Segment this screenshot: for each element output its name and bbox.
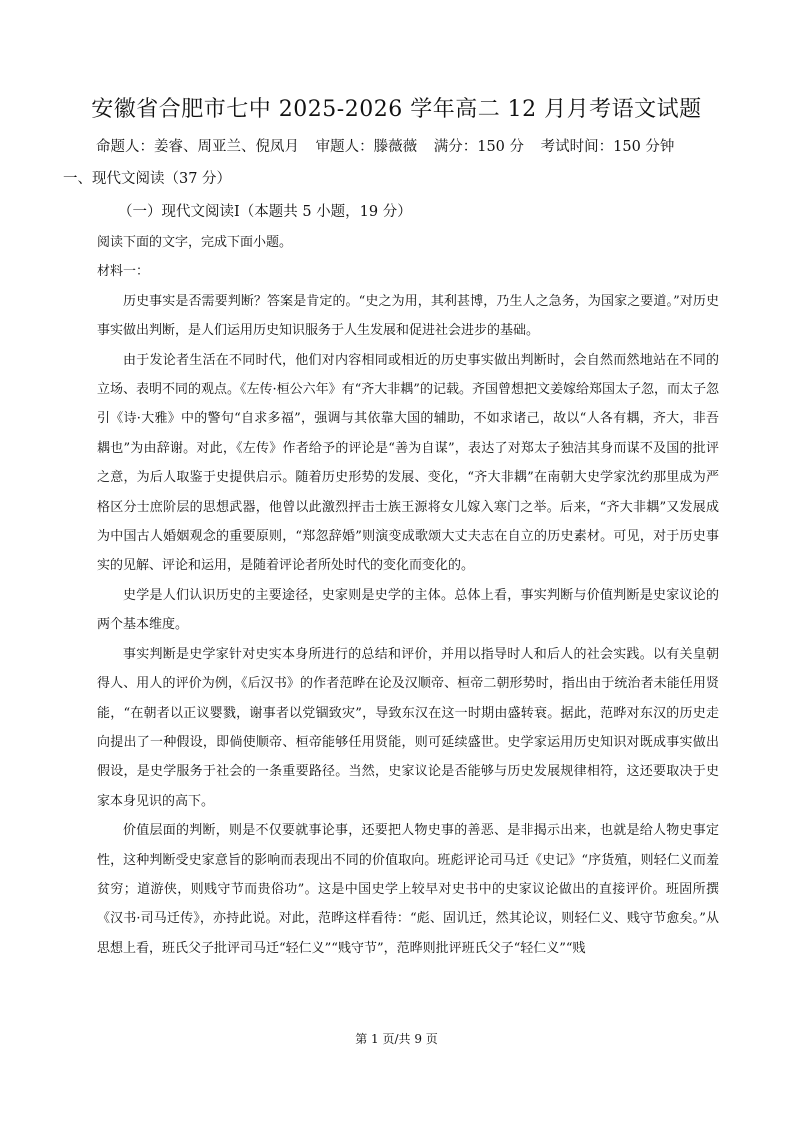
section-heading: 一、现代文阅读（37 分）	[63, 171, 232, 187]
reading-passage	[97, 228, 719, 963]
exam-meta-line	[96, 135, 686, 156]
exam-title: 安徽省合肥市七中 2025-2026 学年高二 12 月月考语文试题	[91, 97, 702, 122]
passage-paragraph-1: 历史事实是否需要判断？答案是肯定的。“史之为用，其利甚博，乃生人之急务，为国家之要道。”对历史事实做出判断，是人们运用历史知识服务于人生发展和促进社会进步的基础。	[97, 293, 719, 339]
passage-paragraph-3: 史学是人们认识历史的主要途径，史家则是史学的主体。总体上看，事实判断与价值判断是史家议论的两个基本维度。	[97, 587, 719, 633]
reading-instruction: 阅读下面的文字，完成下面小题。	[97, 235, 293, 250]
page-number: 第 1 页/共 9 页	[355, 1032, 438, 1046]
material-label: 材料一：	[97, 264, 150, 280]
reviewer-info: 审题人：滕薇薇	[315, 139, 418, 155]
passage-paragraph-4: 事实判断是史学家针对史实本身所进行的总结和评价，并用以指导时人和后人的社会实践。以有关皇朝得人、用人的评价为例，《后汉书》的作者范晔在论及汉顺帝、桓帝二朝形势时，指出由于统治者未能任用贤能，“在朝者以正议婴戮，谢事者以党锢致灾”，导致东汉在这一时期由盛转衰。据此，范晔对东汉的历史走向提出了一种假设，即倘使顺帝、桓帝能够任用贤能，则可延续盛世。史学家运用历史知识对既成事实做出假设，是史学服务于社会的一条重要路径。当然，史家议论是否能够与历史发展规律相符，这还要取决于史家本身见识的高下。	[97, 646, 719, 809]
subsection-heading: （一）现代文阅读Ⅰ（本题共 5 小题，19 分）	[118, 204, 412, 220]
passage-paragraph-2: 由于发论者生活在不同时代，他们对内容相同或相近的历史事实做出判断时，会自然而然地站在不同的立场、表明不同的观点。《左传·桓公六年》有“齐大非耦”的记载。齐国曾想把文姜嫁给郑国太子忽，而太子忽引《诗·大雅》中的警句“自求多福”，强调与其依靠大国的辅助，不如求诸己，故以“人各有耦，齐大，非吾耦也”为由辞谢。对此，《左传》作者给予的评论是“善为自谋”，表达了对郑太子独洁其身而谋不及国的批评之意，为后人取鉴于史提供启示。随着历史形势的发展、变化，“齐大非耦”在南朝大史学家沈约那里成为严格区分士庶阶层的思想武器，他曾以此激烈抨击士族王源将女儿嫁入寒门之举。后来，“齐大非耦”又发展成为中国古人婚姻观念的重要原则，“郑忽辞婚”则演变成歌颂大丈夫志在自立的历史素材。可见，对于历史事实的见解、评论和运用，是随着评论者所处时代的变化而变化的。	[97, 352, 719, 574]
exam-time-info: 考试时间：150 分钟	[540, 139, 675, 155]
full-score-info: 满分：150 分	[433, 139, 525, 155]
passage-paragraph-5: 价值层面的判断，则是不仅要就事论事，还要把人物史事的善恶、是非揭示出来，也就是给人物史事定性，这种判断受史家意旨的影响而表现出不同的价值取向。班彪评论司马迁《史记》“序货殖，则轻仁义而羞贫穷；道游侠，则贱守节而贵俗功”。这是中国史学上较早对史书中的史家议论做出的直接评价。班固所撰《汉书·司马迁传》，亦持此说。对此，范晔这样看待：“彪、固讥迁，然其论议，则轻仁义、贱守节愈矣。”从思想上看，班氏父子批评司马迁“轻仁义”“贱守节”，范晔则批评班氏父子“轻仁义”“贱	[97, 823, 719, 956]
setters-info: 命题人：姜睿、周亚兰、倪凤月	[96, 139, 299, 155]
